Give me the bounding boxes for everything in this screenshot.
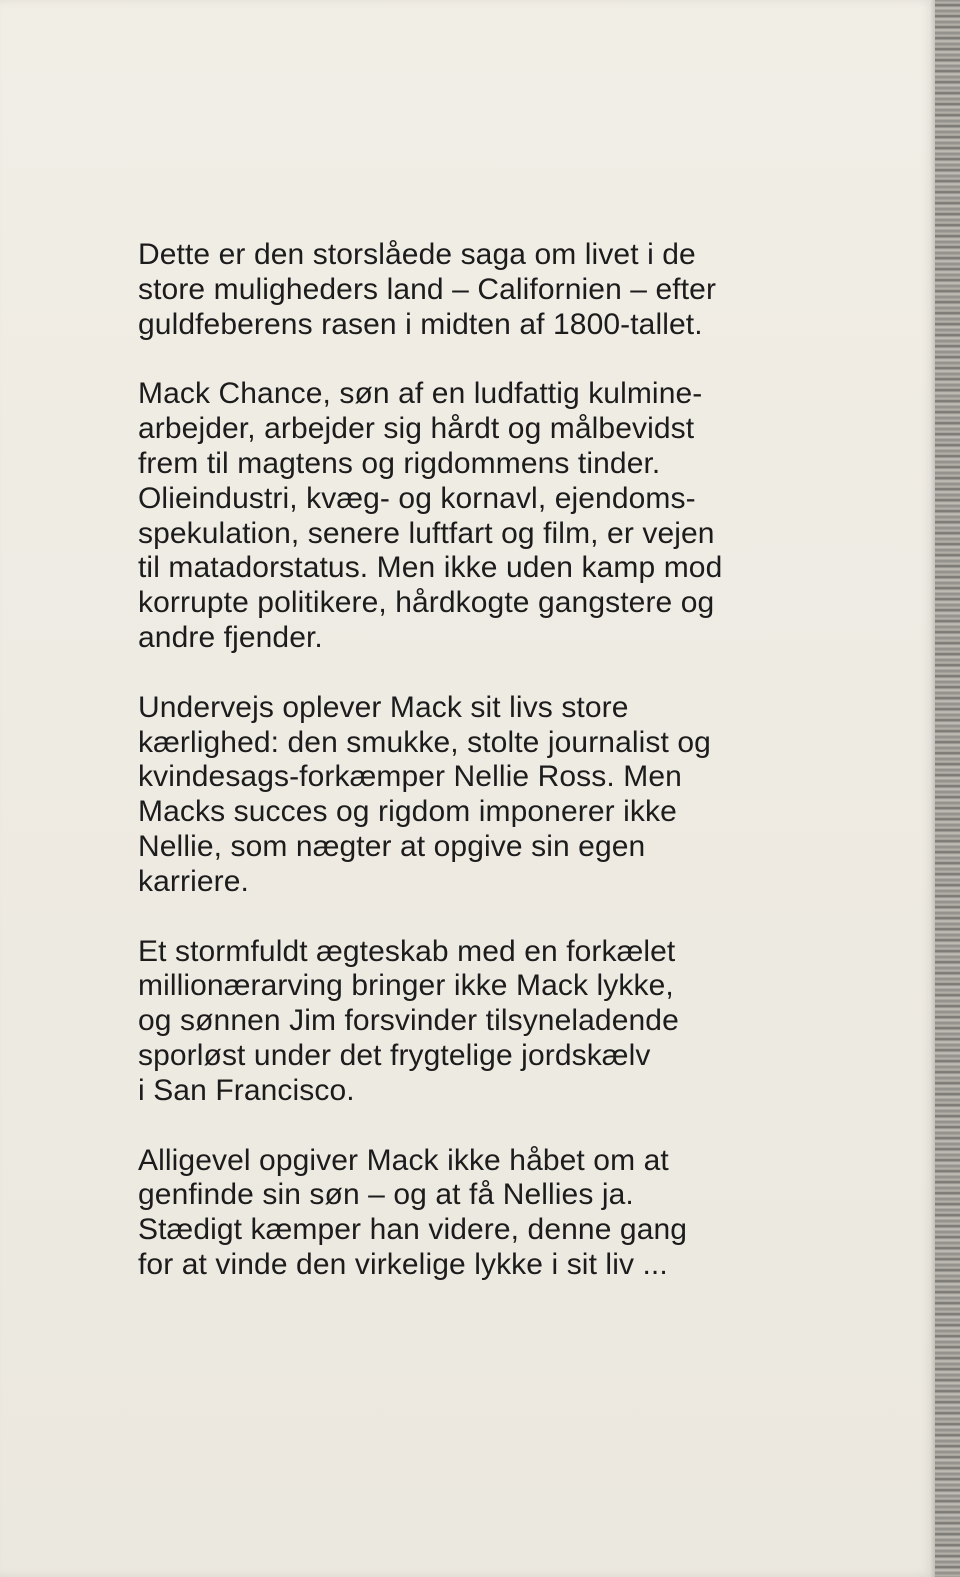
blurb-line: arbejder, arbejder sig hårdt og målbevidst [138, 412, 695, 446]
blurb-paragraph-2 [138, 377, 818, 655]
blurb-line: store muligheders land – Californien – efter [138, 272, 717, 306]
blurb-paragraph-1 [138, 238, 818, 342]
book-page-edges [935, 0, 960, 1577]
blurb-text [138, 238, 818, 1318]
blurb-line: Et stormfuldt ægteskab med en forkælet [138, 934, 676, 968]
blurb-line: karriere. [138, 864, 249, 898]
blurb-line: Undervejs oplever Mack sit livs store [138, 690, 629, 724]
blurb-line: Alligevel opgiver Mack ikke håbet om at [138, 1143, 669, 1177]
blurb-line: frem til magtens og rigdommens tinder. [138, 446, 661, 480]
blurb-line: Nellie, som nægter at opgive sin egen [138, 829, 646, 863]
blurb-line: kærlighed: den smukke, stolte journalist og [138, 725, 711, 759]
blurb-line: Olieindustri, kvæg- og kornavl, ejendoms- [138, 481, 696, 515]
blurb-paragraph-5 [138, 1144, 818, 1283]
blurb-line: Stædigt kæmper han videre, denne gang [138, 1213, 688, 1247]
blurb-line: til matadorstatus. Men ikke uden kamp mod [138, 551, 723, 585]
blurb-line: spekulation, senere luftfart og film, er vejen [138, 516, 715, 550]
blurb-line: og sønnen Jim forsvinder tilsyneladende [138, 1004, 679, 1038]
blurb-line: i San Francisco. [138, 1073, 355, 1107]
blurb-paragraph-3 [138, 691, 818, 900]
blurb-paragraph-4 [138, 935, 818, 1109]
blurb-line: Dette er den storslåede saga om livet i de [138, 238, 696, 271]
blurb-line: genfinde sin søn – og at få Nellies ja. [138, 1178, 634, 1212]
blurb-line: millionærarving bringer ikke Mack lykke, [138, 969, 674, 1003]
blurb-line: Mack Chance, søn af en ludfattig kulmine- [138, 377, 703, 411]
blurb-line: andre fjender. [138, 620, 323, 654]
blurb-line: Macks succes og rigdom imponerer ikke [138, 795, 677, 829]
blurb-line: guldfeberens rasen i midten af 1800-tallet. [138, 307, 703, 341]
blurb-line: sporløst under det frygtelige jordskælv [138, 1038, 651, 1072]
blurb-line: korrupte politikere, hårdkogte gangstere og [138, 586, 715, 620]
blurb-line: kvindesags-forkæmper Nellie Ross. Men [138, 760, 682, 794]
blurb-line: for at vinde den virkelige lykke i sit liv ... [138, 1247, 668, 1281]
